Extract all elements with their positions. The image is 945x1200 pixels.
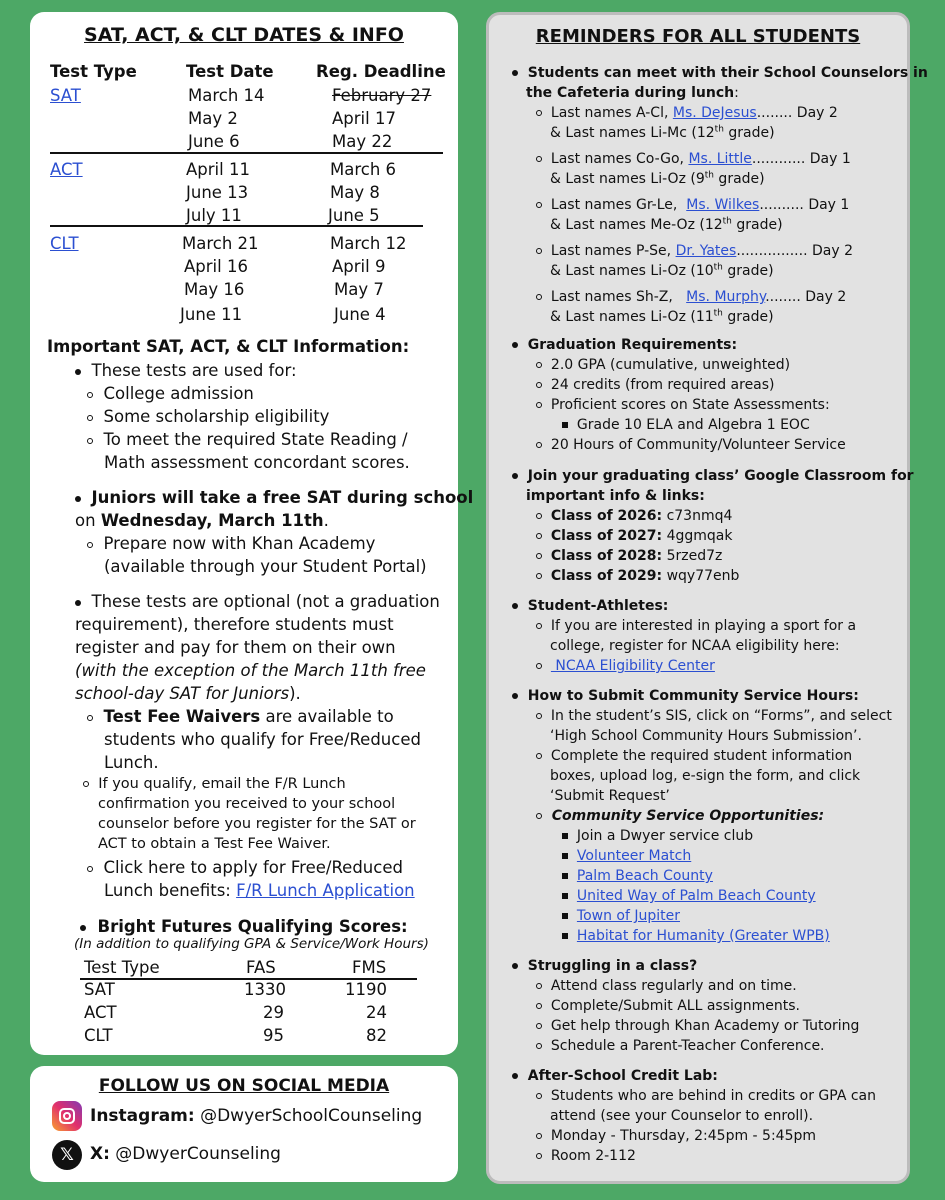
circle-bullet-icon <box>536 294 542 300</box>
cs-step <box>536 746 852 766</box>
cs-title <box>512 686 859 706</box>
class-code-item <box>536 546 722 566</box>
bullet-icon <box>512 70 518 76</box>
town-of-jupiter-link[interactable]: Town of Jupiter <box>576 908 680 924</box>
counselor-grade-sup: th <box>714 124 724 135</box>
bf-cell: ACT <box>84 1003 117 1022</box>
counselor-grade-sup: th <box>713 308 723 319</box>
reminders-panel <box>486 12 928 1184</box>
cs-text: Complete the required student information <box>550 748 853 764</box>
counselor-grade-sup: th <box>722 216 732 227</box>
circle-bullet-icon <box>536 382 542 388</box>
counselor-day: Day 1 <box>805 151 851 167</box>
bullet-icon <box>512 693 518 699</box>
qualify-text: counselor before you register for the SAT or <box>98 816 416 832</box>
circle-bullet-icon <box>536 1023 542 1029</box>
optional-italic-text: school-day SAT for Juniors <box>75 684 290 703</box>
counselor-range: & Last names Li-Oz (10 <box>550 263 714 279</box>
list-item <box>536 375 775 395</box>
counselor-item <box>536 241 853 261</box>
cs-opps-title-text: Community Service Opportunities: <box>551 808 825 824</box>
bf-cell: 1190 <box>345 980 387 999</box>
bullet-icon <box>75 600 81 606</box>
circle-bullet-icon <box>536 402 542 408</box>
waiver-text: students who qualify for Free/Reduced <box>104 730 421 749</box>
clt-deadline: March 12 <box>330 234 407 253</box>
social-title: FOLLOW US ON SOCIAL MEDIA <box>98 1076 390 1096</box>
cs-text: ‘Submit Request’ <box>550 788 670 804</box>
class-year: Class of 2028: <box>550 548 663 564</box>
circle-bullet-icon <box>536 1003 542 1009</box>
act-deadline: June 5 <box>328 206 380 225</box>
x-icon[interactable]: 𝕏 <box>52 1140 82 1170</box>
circle-bullet-icon <box>536 663 542 669</box>
counselor-range: Last names Gr-Le, <box>550 197 687 213</box>
athletes-text: college, register for NCAA eligibility here: <box>550 638 840 654</box>
prepare-text: Prepare now with Khan Academy <box>103 534 376 553</box>
sat-date: May 2 <box>188 109 238 128</box>
class-code: wqy77enb <box>662 568 740 584</box>
lab-title-text: After-School Credit Lab: <box>527 1068 718 1084</box>
clt-link[interactable]: CLT <box>50 234 79 253</box>
athletes-item <box>536 616 856 636</box>
circle-bullet-icon <box>87 715 93 721</box>
test-dates-panel <box>30 12 474 1055</box>
list-item <box>536 1126 816 1146</box>
class-code: 4ggmqak <box>662 528 733 544</box>
counselor-range: & Last names Li-Oz (11 <box>550 309 714 325</box>
counselor-item-line-2 <box>550 169 765 189</box>
sat-link[interactable]: SAT <box>50 86 81 105</box>
grad-item: 20 Hours of Community/Volunteer Service <box>550 437 846 453</box>
circle-bullet-icon <box>87 415 93 421</box>
act-date: June 13 <box>186 183 249 202</box>
clt-date: March 21 <box>182 234 259 253</box>
optional-italic: (with the exception of the March 11th free <box>75 661 426 680</box>
square-bullet-icon <box>562 933 568 939</box>
used-for-sub <box>87 382 254 405</box>
juniors-end: . <box>323 511 329 530</box>
bf-header: FAS <box>246 958 276 977</box>
sat-deadline: April 17 <box>332 109 396 128</box>
list-item <box>536 1016 859 1036</box>
counselor-item <box>536 287 846 307</box>
qualify-text: ACT to obtain a Test Fee Waiver. <box>98 836 331 852</box>
waiver-item <box>87 705 394 728</box>
circle-bullet-icon <box>536 110 542 116</box>
bullet-icon <box>512 1073 518 1079</box>
sat-date: March 14 <box>188 86 265 105</box>
panel-title: REMINDERS FOR ALL STUDENTS <box>535 26 861 47</box>
prepare-text: (available through your Student Portal) <box>104 557 427 576</box>
cs-opp-text: Join a Dwyer service club <box>576 828 754 844</box>
lab-text: Room 2-112 <box>550 1148 636 1164</box>
circle-bullet-icon <box>536 533 542 539</box>
list-item: Math assessment concordant scores. <box>104 453 410 472</box>
circle-bullet-icon <box>87 542 93 548</box>
sat-date: June 6 <box>188 132 240 151</box>
grad-title <box>512 335 737 355</box>
bullet-icon <box>512 342 518 348</box>
class-year: Class of 2029: <box>550 568 663 584</box>
click-text: Click here to apply for Free/Reduced <box>103 858 403 877</box>
circle-bullet-icon <box>536 573 542 579</box>
divider <box>50 152 443 154</box>
lab-text: Students who are behind in credits or GPA can <box>550 1088 876 1104</box>
col-header-test-date: Test Date <box>186 62 274 81</box>
act-deadline: May 8 <box>330 183 380 202</box>
bullet-icon <box>512 603 518 609</box>
instagram-icon[interactable] <box>52 1101 82 1131</box>
list-item: College admission <box>103 384 254 403</box>
circle-bullet-icon <box>536 713 542 719</box>
counselor-range: Last names P-Se, <box>550 243 676 259</box>
circle-bullet-icon <box>536 553 542 559</box>
instagram-label: Instagram: <box>90 1106 195 1126</box>
cs-opps-title <box>536 806 824 826</box>
bf-title: Bright Futures Qualifying Scores: <box>97 917 408 936</box>
counselor-dots: ........ <box>765 289 801 305</box>
click-line-2 <box>104 879 415 902</box>
list-item <box>562 906 680 926</box>
x-line[interactable] <box>90 1144 281 1164</box>
juniors-date: Wednesday, March 11th <box>100 511 324 530</box>
counselor-range: & Last names Li-Mc (12 <box>550 125 715 141</box>
instagram-handle: @DwyerSchoolCounseling <box>194 1106 423 1126</box>
optional-text: requirement), therefore students must <box>75 615 394 634</box>
counselor-link[interactable]: Ms. DeJesus <box>672 105 757 121</box>
counselors-title <box>512 63 928 83</box>
list-item <box>536 395 830 415</box>
counselor-link[interactable]: Ms. Little <box>688 151 752 167</box>
counselor-item-line-2 <box>550 307 774 327</box>
grad-title-text: Graduation Requirements: <box>527 337 738 353</box>
circle-bullet-icon <box>536 156 542 162</box>
optional-item <box>75 590 440 613</box>
counselor-grade: grade) <box>723 125 775 141</box>
struggle-item: Attend class regularly and on time. <box>550 978 797 994</box>
list-item <box>562 415 810 435</box>
used-for-text: These tests are used for: <box>91 361 297 380</box>
bullet-icon <box>80 925 86 931</box>
counselor-item-line-2 <box>550 215 783 235</box>
counselor-dots: ................ <box>736 243 808 259</box>
used-for-sub <box>87 405 329 428</box>
list-item: To meet the required State Reading / <box>103 430 408 449</box>
list-item <box>562 926 830 946</box>
counselor-grade: grade) <box>731 217 783 233</box>
counselor-grade-sup: th <box>704 170 714 181</box>
bf-cell: 95 <box>263 1026 284 1045</box>
counselor-range: & Last names Me-Oz (12 <box>550 217 723 233</box>
gc-title-text: important info & links: <box>526 488 705 504</box>
counselor-range: Last names Sh-Z, <box>550 289 687 305</box>
bf-cell: 29 <box>263 1003 284 1022</box>
counselor-grade-sup: th <box>713 262 723 273</box>
athletes-link-item <box>536 656 715 676</box>
counselor-range: Last names A-Cl, <box>550 105 673 121</box>
circle-bullet-icon <box>536 1153 542 1159</box>
counselor-dots: .......... <box>759 197 804 213</box>
click-item <box>87 856 403 879</box>
optional-italic-text: with the exception of the March 11th free <box>81 661 426 680</box>
circle-bullet-icon <box>536 983 542 989</box>
gc-title <box>512 466 914 486</box>
list-item <box>536 1146 636 1166</box>
grad-item: 24 credits (from required areas) <box>550 377 775 393</box>
panel-title: SAT, ACT, & CLT DATES & INFO <box>84 24 404 46</box>
divider <box>50 225 423 227</box>
list-item: Some scholarship eligibility <box>103 407 330 426</box>
click-text: Lunch benefits: <box>104 881 237 900</box>
list-item <box>562 826 753 846</box>
list-item <box>536 1036 825 1056</box>
class-code: 5rzed7z <box>662 548 723 564</box>
united-way-link[interactable]: United Way of Palm Beach County <box>576 888 816 904</box>
clt-deadline: May 7 <box>334 280 384 299</box>
bf-cell: SAT <box>84 980 115 999</box>
juniors-text: Juniors will take a free SAT during school <box>91 488 474 507</box>
lab-text: Monday - Thursday, 2:45pm - 5:45pm <box>550 1128 817 1144</box>
cs-title-text: How to Submit Community Service Hours: <box>527 688 859 704</box>
bf-cell: 24 <box>366 1003 387 1022</box>
palm-beach-county-link[interactable]: Palm Beach County <box>576 868 713 884</box>
counselor-day: Day 2 <box>807 243 853 259</box>
act-date: April 11 <box>186 160 250 179</box>
class-code-item <box>536 506 732 526</box>
counselor-item <box>536 103 838 123</box>
circle-bullet-icon <box>87 866 93 872</box>
struggle-item: Complete/Submit ALL assignments. <box>550 998 801 1014</box>
bullet-icon <box>75 496 81 502</box>
bf-cell: CLT <box>84 1026 113 1045</box>
counselor-grade: grade) <box>722 309 774 325</box>
gc-title-text: Join your graduating class’ Google Classroom for <box>527 468 914 484</box>
counselor-grade: grade) <box>722 263 774 279</box>
clt-date: June 11 <box>180 305 243 324</box>
square-bullet-icon <box>562 833 568 839</box>
circle-bullet-icon <box>536 1093 542 1099</box>
qualify-text: confirmation you received to your school <box>98 796 396 812</box>
cs-text: In the student’s SIS, click on “Forms”, and select <box>550 708 892 724</box>
circle-bullet-icon <box>536 248 542 254</box>
circle-bullet-icon <box>87 438 93 444</box>
list-item <box>536 355 790 375</box>
info-title: Important SAT, ACT, & CLT Information: <box>47 337 410 356</box>
square-bullet-icon <box>562 893 568 899</box>
grad-item: Proficient scores on State Assessments: <box>550 397 830 413</box>
col-header-test-type: Test Type <box>50 62 137 81</box>
social-media-panel <box>30 1066 458 1182</box>
grad-item: 2.0 GPA (cumulative, unweighted) <box>550 357 791 373</box>
circle-bullet-icon <box>83 781 89 787</box>
class-code-item <box>536 566 739 586</box>
counselor-day: Day 2 <box>792 105 838 121</box>
waiver-text: are available to <box>260 707 394 726</box>
ncaa-eligibility-link[interactable]: NCAA Eligibility Center <box>550 658 715 674</box>
instagram-line[interactable] <box>90 1106 422 1126</box>
class-year: Class of 2027: <box>550 528 663 544</box>
struggle-title-text: Struggling in a class? <box>527 958 698 974</box>
clt-deadline: April 9 <box>332 257 386 276</box>
counselor-link[interactable]: Dr. Yates <box>675 243 737 259</box>
juniors-on: on <box>75 511 101 530</box>
volunteer-match-link[interactable]: Volunteer Match <box>576 848 692 864</box>
bullet-icon <box>512 473 518 479</box>
waiver-bold: Test Fee Waivers <box>103 707 261 726</box>
struggle-item: Get help through Khan Academy or Tutoring <box>550 1018 860 1034</box>
square-bullet-icon <box>562 873 568 879</box>
act-link[interactable]: ACT <box>50 160 83 179</box>
square-bullet-icon <box>562 853 568 859</box>
circle-bullet-icon <box>536 362 542 368</box>
juniors-item <box>75 486 473 509</box>
bf-header: Test Type <box>84 958 160 977</box>
counselor-dots: ............ <box>751 151 806 167</box>
bullet-icon <box>75 369 81 375</box>
class-code-item <box>536 526 732 546</box>
lab-text: attend (see your Counselor to enroll). <box>550 1108 814 1124</box>
list-item <box>562 846 691 866</box>
x-handle: @DwyerCounseling <box>109 1144 281 1164</box>
list-item <box>536 976 797 996</box>
cs-text: boxes, upload log, e-sign the form, and click <box>550 768 861 784</box>
circle-bullet-icon <box>536 513 542 519</box>
counselors-title-2: the Cafeteria during lunch: <box>526 85 739 101</box>
col-header-reg-deadline: Reg. Deadline <box>316 62 446 81</box>
bf-item <box>80 915 408 938</box>
optional-text: These tests are optional (not a graduation <box>91 592 440 611</box>
counselor-item <box>536 149 851 169</box>
habitat-for-humanity-link[interactable]: Habitat for Humanity (Greater WPB) <box>576 928 830 944</box>
optional-italic-line: school-day SAT for Juniors). <box>75 684 301 703</box>
act-date: July 11 <box>186 206 242 225</box>
circle-bullet-icon <box>536 442 542 448</box>
optional-text: register and pay for them on their own <box>75 638 396 657</box>
sat-deadline: May 22 <box>332 132 393 151</box>
counselor-range: & Last names Li-Oz (9 <box>550 171 705 187</box>
circle-bullet-icon <box>87 392 93 398</box>
class-year: Class of 2026: <box>550 508 663 524</box>
x-label: X: <box>90 1144 110 1164</box>
used-for-item <box>75 359 297 382</box>
list-item <box>536 996 800 1016</box>
bf-header: FMS <box>352 958 387 977</box>
sat-deadline: February 27 <box>332 86 432 105</box>
counselor-link[interactable]: Ms. Wilkes <box>686 197 760 213</box>
circle-bullet-icon <box>536 1043 542 1049</box>
clt-deadline: June 4 <box>334 305 386 324</box>
bf-cell: 82 <box>366 1026 387 1045</box>
counselor-item <box>536 195 849 215</box>
circle-bullet-icon <box>536 753 542 759</box>
counselor-grade: grade) <box>713 171 765 187</box>
bf-cell: 1330 <box>244 980 286 999</box>
counselor-dots: ........ <box>756 105 793 121</box>
prepare-item <box>87 532 375 555</box>
counselor-day: Day 1 <box>803 197 850 213</box>
juniors-line-2 <box>75 509 329 532</box>
square-bullet-icon <box>562 913 568 919</box>
circle-bullet-icon <box>536 813 542 819</box>
cs-step <box>536 706 892 726</box>
used-for-sub <box>87 428 408 451</box>
clt-date: May 16 <box>184 280 245 299</box>
clt-date: April 16 <box>184 257 248 276</box>
waiver-text: Lunch. <box>104 753 159 772</box>
struggle-title <box>512 956 697 976</box>
list-item <box>536 435 846 455</box>
counselor-range: Last names Co-Go, <box>550 151 689 167</box>
bf-subtitle: (In addition to qualifying GPA & Service/Work Hours) <box>74 936 429 952</box>
square-bullet-icon <box>562 422 568 428</box>
cs-text: ‘High School Community Hours Submission’. <box>550 728 862 744</box>
struggle-item: Schedule a Parent-Teacher Conference. <box>550 1038 825 1054</box>
qualify-item <box>83 774 346 794</box>
circle-bullet-icon <box>536 623 542 629</box>
list-item <box>536 1086 876 1106</box>
list-item <box>562 886 816 906</box>
counselors-title-text: Students can meet with their School Counselors in <box>527 65 928 81</box>
counselors-title-text: the Cafeteria during lunch <box>526 85 735 101</box>
counselor-item-line-2 <box>550 123 775 143</box>
athletes-text: If you are interested in playing a sport for a <box>550 618 857 634</box>
fr-lunch-application-link[interactable]: F/R Lunch Application <box>236 881 415 900</box>
circle-bullet-icon <box>536 202 542 208</box>
athletes-title <box>512 596 668 616</box>
qualify-text: If you qualify, email the F/R Lunch <box>98 776 346 792</box>
lab-title <box>512 1066 718 1086</box>
grad-sub-item: Grade 10 ELA and Algebra 1 EOC <box>576 417 810 433</box>
act-deadline: March 6 <box>330 160 397 179</box>
list-item <box>562 866 713 886</box>
counselor-day: Day 2 <box>800 289 847 305</box>
counselor-link[interactable]: Ms. Murphy <box>686 289 766 305</box>
counselor-item-line-2 <box>550 261 774 281</box>
bullet-icon <box>512 963 518 969</box>
class-code: c73nmq4 <box>662 508 733 524</box>
athletes-title-text: Student-Athletes: <box>527 598 669 614</box>
circle-bullet-icon <box>536 1133 542 1139</box>
